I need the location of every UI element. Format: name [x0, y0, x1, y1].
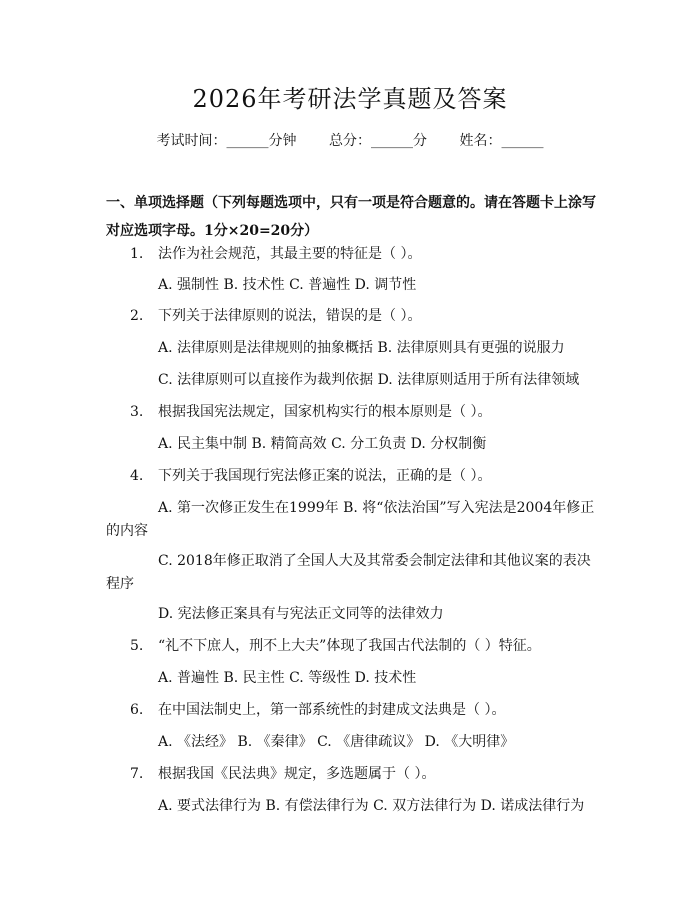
- exam-meta: [0, 131, 700, 151]
- question-7: [130, 764, 600, 784]
- question-4-option-d: D. 宪法修正案具有与宪法正文同等的法律效力: [158, 606, 444, 622]
- question-number: 1.: [130, 246, 144, 262]
- question-number: 2.: [130, 308, 144, 324]
- question-5-options: A. 普遍性 B. 民主性 C. 等级性 D. 技术性: [158, 670, 417, 686]
- question-number: 7.: [130, 766, 144, 782]
- student-name-field: 姓名：______: [459, 133, 544, 149]
- section-heading: 一、单项选择题（下列每题选项中，只有一项是符合题意的。请在答题卡上涂写对应选项字母。1分×20=20分）: [106, 195, 596, 239]
- question-text: 在中国法制史上，第一部系统性的封建成文法典是（ ）。: [158, 702, 506, 718]
- question-7-options: A. 要式法律行为 B. 有偿法律行为 C. 双方法律行为 D. 诺成法律行为: [158, 798, 585, 814]
- question-1-options: A. 强制性 B. 技术性 C. 普遍性 D. 调节性: [158, 277, 417, 293]
- question-text: 下列关于我国现行宪法修正案的说法，正确的是（ ）。: [158, 468, 492, 484]
- question-number: 6.: [130, 702, 144, 718]
- question-3: [130, 402, 600, 422]
- question-text: 法作为社会规范，其最主要的特征是（ ）。: [158, 246, 422, 262]
- question-4-option-c: C. 2018年修正取消了全国人大及其常委会制定法律和其他议案的表决程序: [106, 553, 591, 592]
- question-text: 下列关于法律原则的说法，错误的是（ ）。: [158, 308, 422, 324]
- exam-time-field: 考试时间：______分钟: [156, 133, 297, 149]
- question-number: 4.: [130, 468, 144, 484]
- page-title: 2026年考研法学真题及答案: [192, 85, 508, 113]
- question-number: 5.: [130, 638, 144, 654]
- question-2: [130, 306, 600, 326]
- question-1: [130, 244, 600, 264]
- question-4: [130, 466, 600, 486]
- question-6-options: A. 《法经》 B. 《秦律》 C. 《唐律疏议》 D. 《大明律》: [158, 734, 515, 750]
- question-5: [130, 636, 600, 656]
- question-3-options: A. 民主集中制 B. 精简高效 C. 分工负责 D. 分权制衡: [158, 436, 487, 452]
- question-number: 3.: [130, 404, 144, 420]
- question-text: 根据我国《民法典》规定，多选题属于（ ）。: [158, 766, 436, 782]
- question-2-options-line-1: A. 法律原则是法律规则的抽象概括 B. 法律原则具有更强的说服力: [158, 340, 565, 356]
- question-text: “礼不下庶人，刑不上大夫”体现了我国古代法制的（ ）特征。: [158, 638, 541, 654]
- question-4-option-ab: A. 第一次修正发生在1999年 B. 将“依法治国”写入宪法是2004年修正的内容: [106, 500, 595, 539]
- total-score-field: 总分：______分: [329, 133, 427, 149]
- question-2-options-line-2: C. 法律原则可以直接作为裁判依据 D. 法律原则适用于所有法律领域: [158, 372, 580, 388]
- question-text: 根据我国宪法规定，国家机构实行的根本原则是（ ）。: [158, 404, 492, 420]
- question-6: [130, 700, 600, 720]
